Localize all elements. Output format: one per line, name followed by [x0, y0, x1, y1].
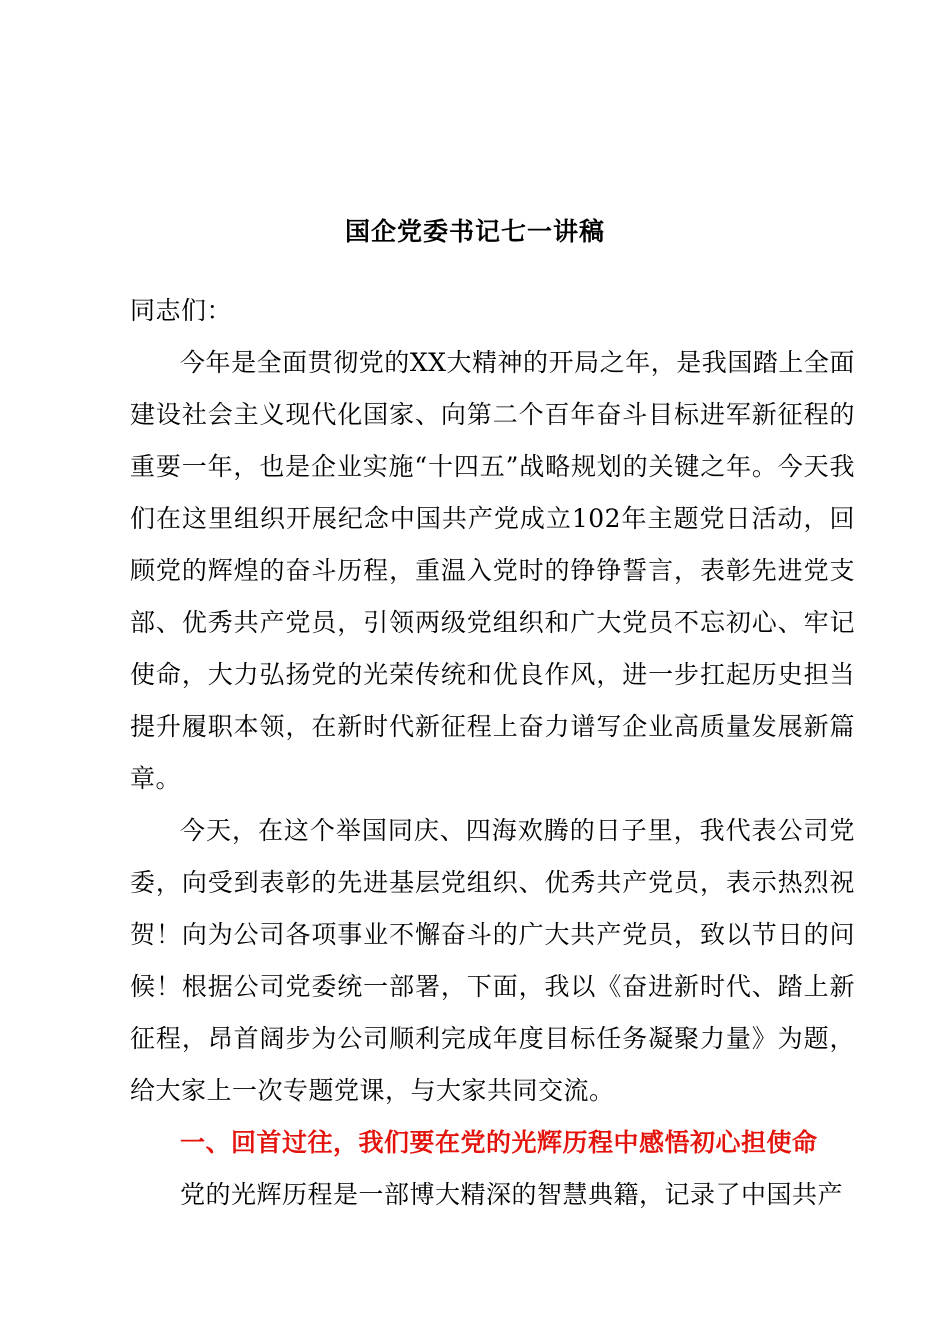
salutation: 同志们： [130, 296, 233, 325]
section-paragraph: 党的光辉历程是一部博大精深的智慧典籍，记录了中国共产 [180, 1180, 844, 1209]
paragraph-2: 今天，在这个举国同庆、四海欢腾的日子里，我代表公司党委，向受到表彰的先进基层党组织、优秀共产党员，表示热烈祝贺！向为公司各项事业不懈奋斗的广大共产党员，致以节日的问候！根据公司党委统一部署，下面，我以《奋进新时代、踏上新征程，昂首阔步为公司顺利完成年度目标任务凝聚力量》为题，给大家上一次专题党课，与大家共同交流。 [130, 816, 855, 1105]
paragraph-1: 今年是全面贯彻党的XX大精神的开局之年，是我国踏上全面建设社会主义现代化国家、向第二个百年奋斗目标进军新征程的重要一年，也是企业实施“十四五”战略规划的关键之年。今天我们在这里组织开展纪念中国共产党成立102年主题党日活动，回顾党的辉煌的奋斗历程，重温入党时的铮铮誓言，表彰先进党支部、优秀共产党员，引领两级党组织和广大党员不忘初心、牢记使命，大力弘扬党的光荣传统和优良作风，进一步扛起历史担当提升履职本领，在新时代新征程上奋力谱写企业高质量发展新篇章。 [130, 348, 855, 793]
document-body [130, 285, 855, 1221]
document-title: 国企党委书记七一讲稿 [344, 217, 605, 246]
section-heading: 一、回首过往，我们要在党的光辉历程中感悟初心担使命 [180, 1128, 818, 1157]
